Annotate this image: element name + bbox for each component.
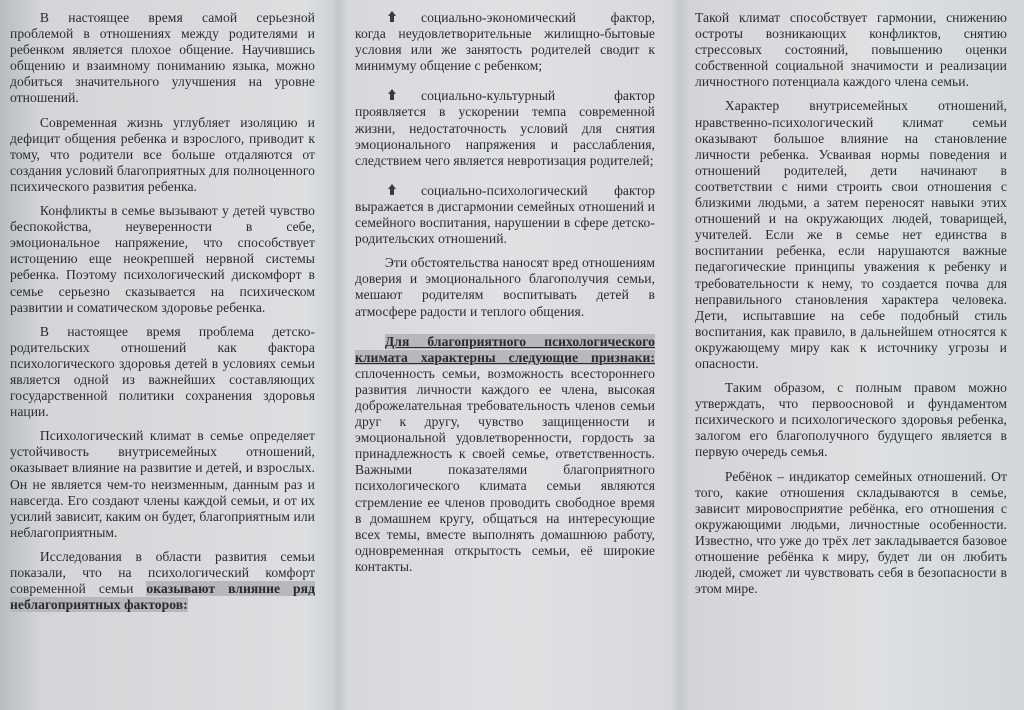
paragraph-conflicts: Конфликты в семье вызывают у детей чувство беспокойства, неуверенности в себе, эмоциональное напряжение, что способствует истощению еще неокрепшей нервной системы ребенка. Поэтому психологический дискомфорт в семье серьезно сказывается на психическом развитии и соматическом здоровье ребенка. [10, 203, 315, 315]
bullet-socio-cultural: социально-культурный фактор проявляется в ускорении темпа современной жизни, недостаточность условий для снятия эмоционального напряжения и расслабления, следствием чего является невротизация родителей; [355, 88, 655, 168]
paragraph-indicator: Ребёнок – индикатор семейных отношений. От того, какие отношения складываются в семье, зависит мировосприятие ребёнка, его отношения с окружающими людьми, личностные особенности. Известно, что уже до трёх лет закладывается базовое отношение ребёнка к миру, будет ли он любить людей, сможет ли чувствовать себя в безопасности в этом мире. [695, 468, 1007, 597]
paragraph-research [10, 549, 315, 613]
paragraph-family-relations: Характер внутрисемейных отношений, нравственно-психологический климат семьи оказывают большое влияние на становление личности ребенка. Усваивая нормы поведения и отношений родителей, дети начинают в соответствии с ними строить свои отношения с близкими людьми, а затем переносят навыки этих отношений и на окружающих людей, товарищей, учителей. Если же в семье нет единства в воспитании ребенка, если нарушаются важные педагогические принципы уважения к ребенку и требовательности к нему, то создается почва для неправильного становления характера человека. Дети, испытавшие на себе подобный стиль воспитания, как правило, в дальнейшем относятся к окружающему миру как к источнику угрозы и опасности. [695, 98, 1007, 371]
paragraph-state-policy: В настоящее время проблема детско-родительских отношений как фактора психологического здоровья детей в условиях семьи является одной из важнейших составляющих государственной политики сохранения здоровья нации. [10, 323, 315, 420]
hand-pointer-icon [385, 11, 403, 23]
hand-pointer-icon [385, 89, 403, 101]
column-left [10, 10, 315, 710]
paragraph-modern-life: Современная жизнь углубляет изоляцию и дефицит общения ребенка и взрослого, приводит к тому, что родители все больше отдаляются от создания условий благоприятных для полноценного психического развития ребенка. [10, 114, 315, 194]
research-text: Исследования в области развития семьи показали, что на психологический комфорт современной семьи [10, 548, 315, 597]
column-right [695, 10, 1007, 710]
column-middle [355, 10, 655, 710]
paragraph-signs [355, 334, 655, 575]
signs-text: сплоченность семьи, возможность всестороннего развития личности каждого ее члена, высокая доброжелательная требовательность членов семьи друг к другу, чувство защищенности и эмоциональной удовлетворенности, гордость за принадлежность к своей семье, ответственность. Важными показателями благоприятного психологического климата семьи являются стремление ее членов проводить свободное время в домашнем кругу, общаться на интересующие всех темы, вместе выполнять домашнюю работу, одновременная открытость семьи, её широкие контакты. [355, 365, 655, 574]
paragraph-harmony: Такой климат способствует гармонии, снижению остроты возникающих конфликтов, снятию стрессовых состояний, повышению оценки собственной социальной значимости и реализации личностного потенциала каждого члена семьи. [695, 10, 1007, 90]
hand-pointer-icon [385, 184, 403, 196]
bullet-socio-psychological: социально-психологический фактор выражается в дисгармонии семейных отношений и семейного воспитания, нарушении в сфере детско-родительских отношений. [355, 182, 655, 247]
paragraph-conclusion: Таким образом, с полным правом можно утверждать, что первоосновой и фундаментом психического и психологического здоровья ребенка, залогом его благополучного будущего является в первую очередь семья. [695, 380, 1007, 460]
signs-heading: Для благоприятного психологического климата характерны следующие признаки: [355, 333, 655, 365]
paragraph-circumstances: Эти обстоятельства наносят вред отношениям доверия и эмоционального благополучия семьи, мешают родителям воспитывать детей в атмосфере радости и теплого общения. [355, 255, 655, 319]
bullet-socio-economic: социально-экономический фактор, когда неудовлетворительные жилищно-бытовые условия или же занятость родителей сводит к минимуму общение с ребенком; [355, 10, 655, 74]
paragraph-psych-climate: Психологический климат в семье определяет устойчивость внутрисемейных отношений, оказывает влияние на развитие и детей, и взрослых. Он не является чем-то неизменным, данным раз и навсегда. Его создают члены каждой семьи, и от их усилий зависит, каким он будет, благоприятным или неблагоприятным. [10, 428, 315, 540]
research-highlight: оказывают влияние ряд неблагоприятных факторов: [10, 581, 315, 613]
paragraph-problem: В настоящее время самой серьезной проблемой в отношениях между родителями и ребенком является плохое общение. Научившись общению и взаимному пониманию языка, можно добиться значительного улучшения на уровне отношений. [10, 10, 315, 106]
